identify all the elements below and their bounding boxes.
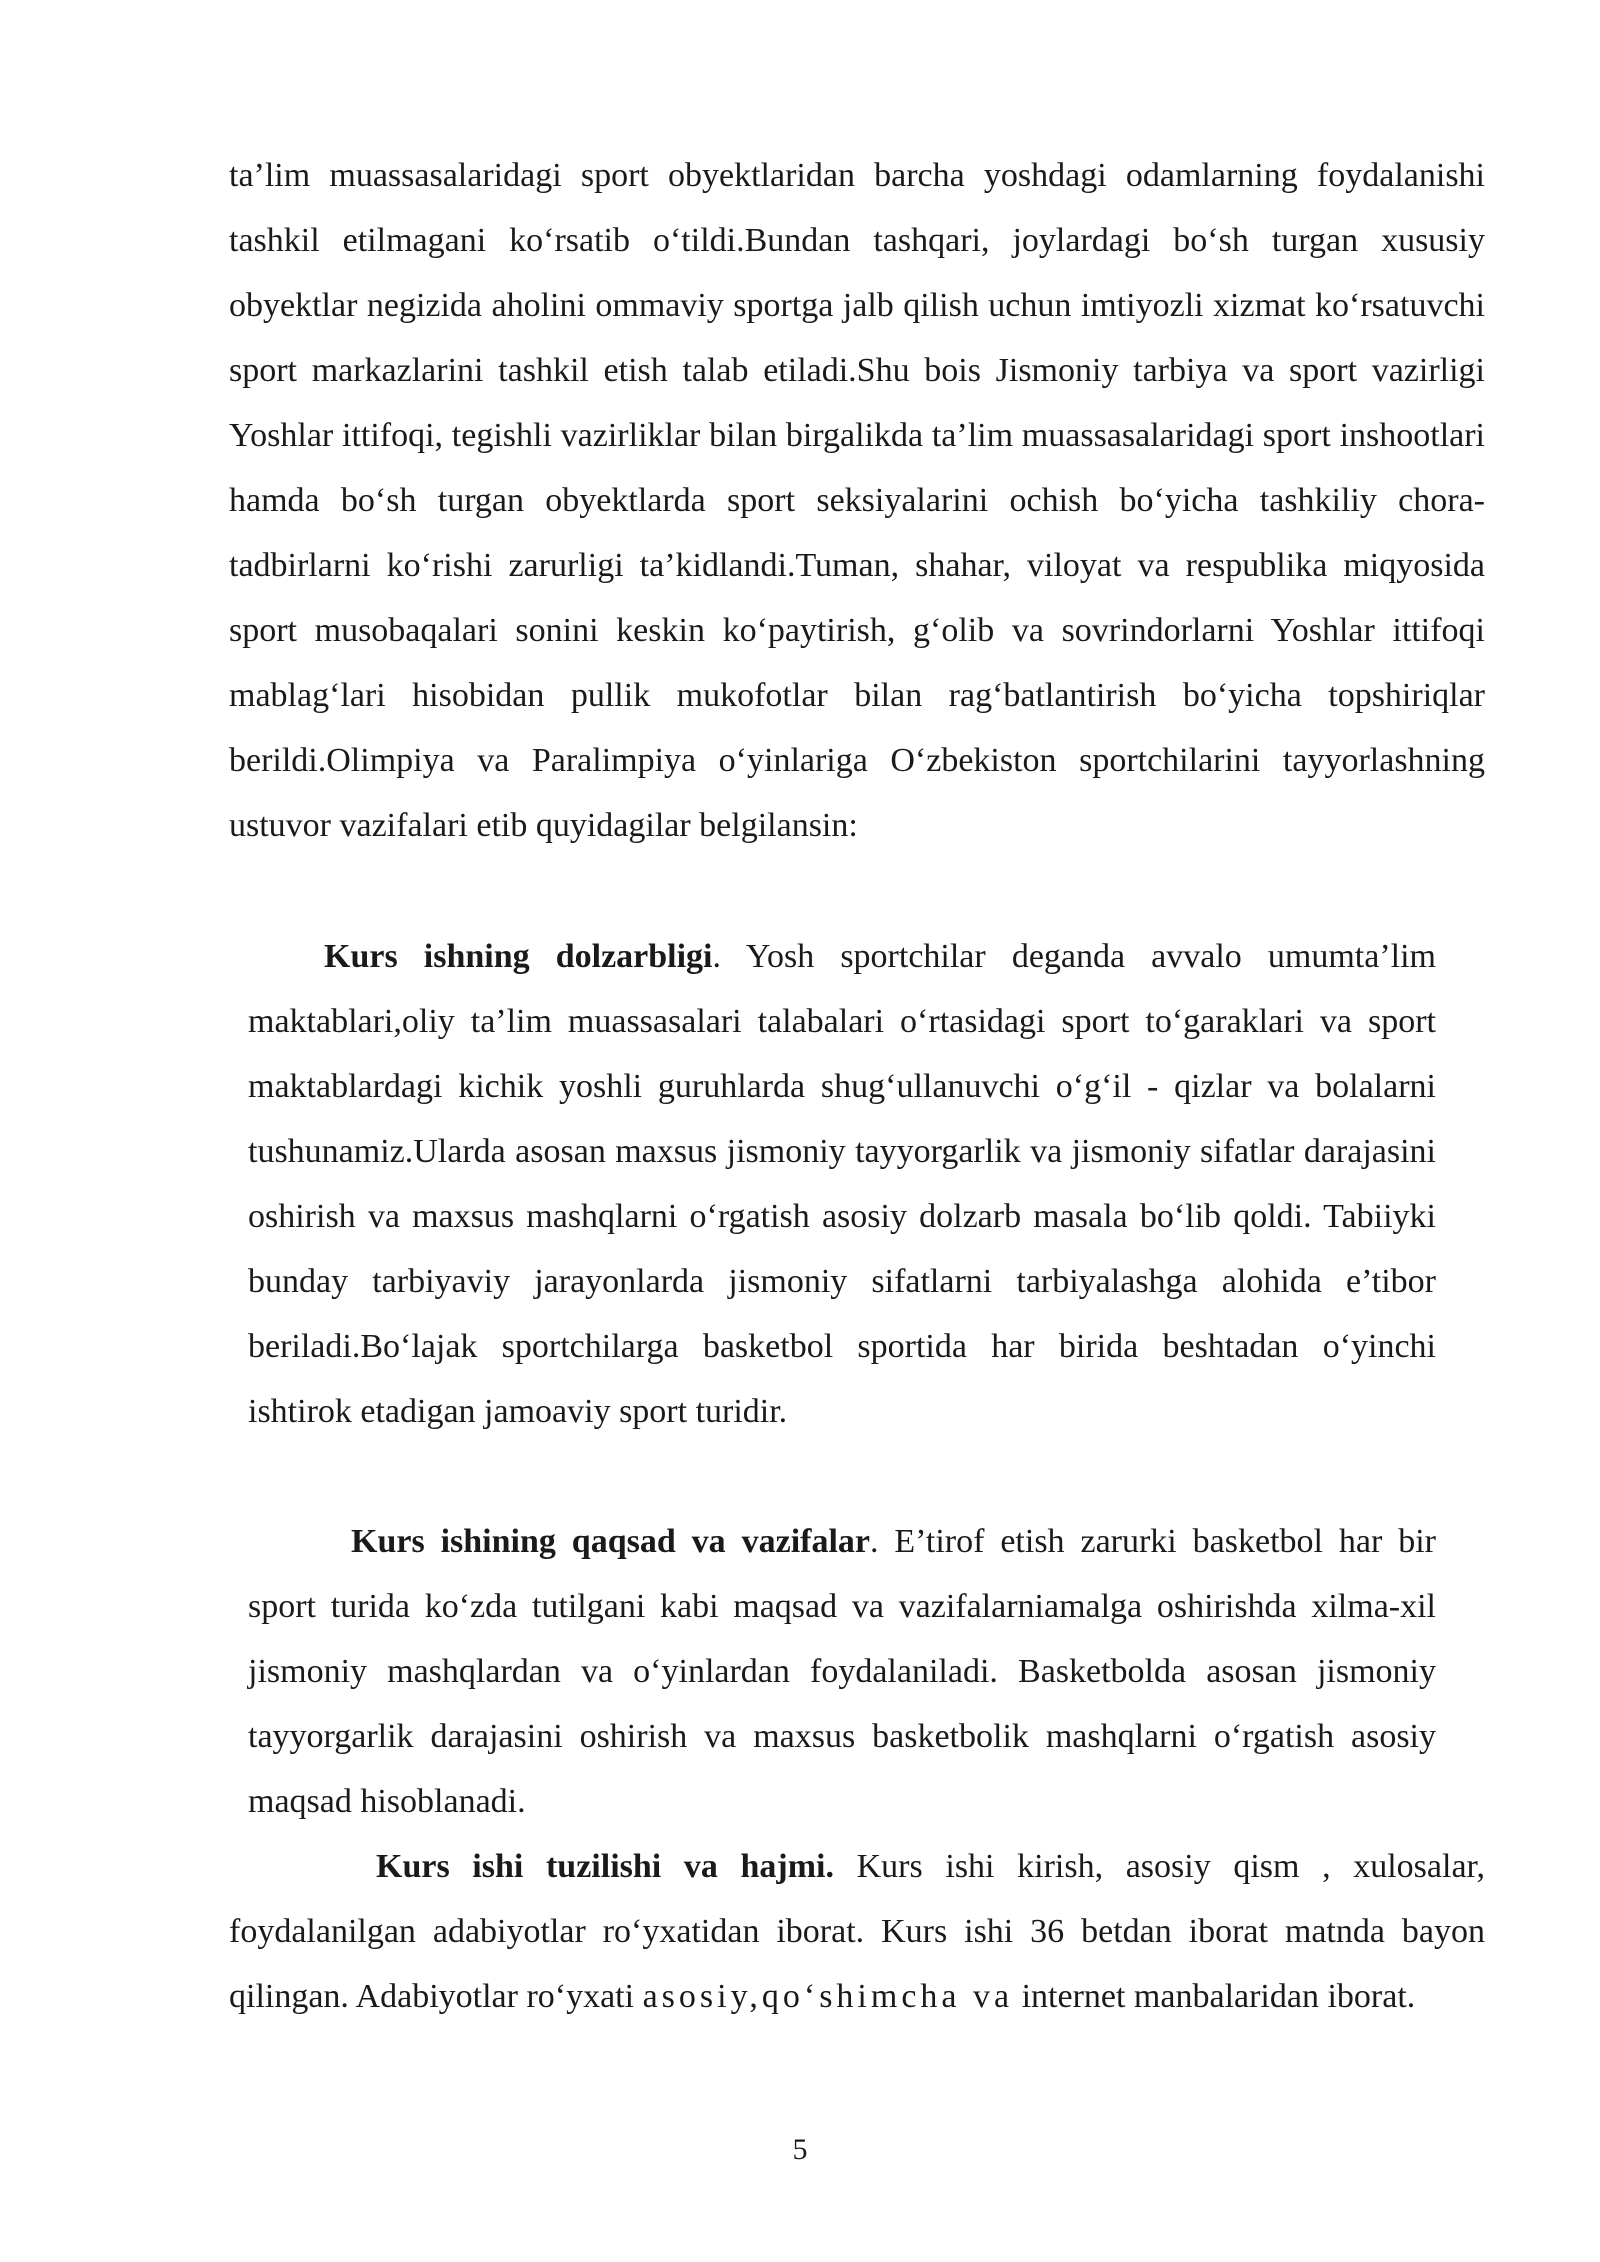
section-heading-structure: Kurs ishi tuzilishi va hajmi. bbox=[376, 1848, 834, 1885]
section-paragraph-goals bbox=[248, 1509, 1436, 1834]
section-text-structure: Kurs ishi kirish, asosiy qism , xulosalar, foydalanilgan adabiyotlar ro‘yxatidan iborat. Kurs ishi 36 betdan iborat matnda bayon qilingan. Adabiyotlar ro‘yxati bbox=[229, 1848, 1485, 2015]
body-paragraph-1: ta’lim muassasalaridagi sport obyektlaridan barcha yoshdagi odamlarning foydalanishi tashkil etilmagani ko‘rsatib o‘tildi.Bundan tashqari, joylardagi bo‘sh turgan xususiy obyektlar negizida aholini ommaviy sportga jalb qilish uchun imtiyozli xizmat ko‘rsatuvchi sport markazlarini tashkil etish talab etiladi.Shu bois Jismoniy tarbiya va sport vazirligi Yoshlar ittifoqi, tegishli vazirliklar bilan birgalikda ta’lim muassasalaridagi sport inshootlari hamda bo‘sh turgan obyektlarda sport seksiyalarini ochish bo‘yicha tashkiliy chora-tadbirlarni ko‘rishi zarurligi ta’kidlandi.Tuman, shahar, viloyat va respublika miqyosida sport musobaqalari sonini keskin ko‘paytirish, g‘olib va sovrindorlarni Yoshlar ittifoqi mablag‘lari hisobidan pullik mukofotlar bilan rag‘batlantirish bo‘yicha topshiriqlar berildi.Olimpiya va Paralimpiya o‘yinlariga O‘zbekiston sportchilarini tayyorlashning ustuvor vazifalari etib quyidagilar belgilansin: bbox=[229, 157, 1485, 844]
section-text-structure-end: internet manbalaridan iborat. bbox=[1013, 1978, 1416, 2015]
section-text-goals: . E’tirof etish zarurki basketbol har bir sport turida ko‘zda tutilgani kabi maqsad va vazifalarniamalga oshirishda xilma-xil jismoniy mashqlardan va o‘yinlardan foydalaniladi. Basketbolda asosan jismoniy tayyorgarlik darajasini oshirish va maxsus basketbolik mashqlarni o‘rgatish asosiy maqsad hisoblanadi. bbox=[248, 1523, 1436, 1820]
section-paragraph-structure bbox=[229, 1834, 1485, 2029]
section-heading-relevance: Kurs ishning dolzarbligi bbox=[324, 938, 713, 975]
section-text-structure-spaced: asosiy,qo‘shimcha va bbox=[642, 1978, 1014, 2015]
section-text-relevance: . Yosh sportchilar deganda avvalo umumta’lim maktablari,oliy ta’lim muassasalari talabalari o‘rtasidagi sport to‘garaklari va sport maktablardagi kichik yoshli guruhlarda shug‘ullanuvchi o‘g‘il - qizlar va bolalarni tushunamiz.Ularda asosan maxsus jismoniy tayyorgarlik va jismoniy sifatlar darajasini oshirish va maxsus mashqlarni o‘rgatish asosiy dolzarb masala bo‘lib qoldi. Tabiiyki bunday tarbiyaviy jarayonlarda jismoniy sifatlarni tarbiyalashga alohida e’tibor beriladi.Bo‘lajak sportchilarga basketbol sportida har birida beshtadan o‘yinchi ishtirok etadigan jamoaviy sport turidir. bbox=[248, 938, 1436, 1430]
page-number: 5 bbox=[792, 2133, 808, 2166]
section-paragraph-relevance bbox=[248, 924, 1436, 1444]
section-heading-goals: Kurs ishining qaqsad va vazifalar bbox=[351, 1523, 870, 1560]
